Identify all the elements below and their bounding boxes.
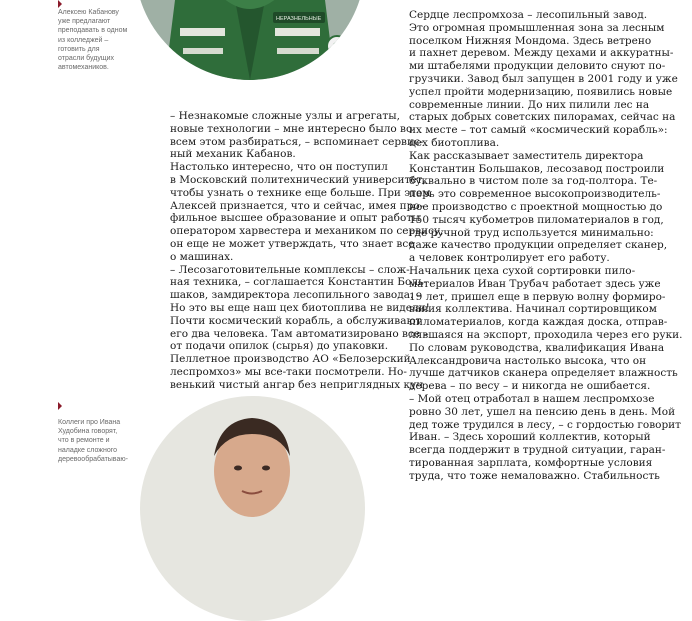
caption-line: отрасли будущих bbox=[58, 55, 115, 63]
paragraph bbox=[158, 110, 424, 161]
caption-line: что в ремонте и bbox=[58, 437, 110, 445]
text-line: Константин Большаков, лесозавод построили bbox=[409, 162, 665, 175]
caption-marker-icon bbox=[58, 402, 62, 410]
text-line: всем этом разбираться, – вспоминает сервис- bbox=[170, 135, 424, 148]
text-line: цех биотоплива. bbox=[409, 136, 500, 149]
text-line: Иван. – Здесь хороший коллектив, который bbox=[409, 431, 651, 444]
text-line: перь это современное высокопроизводитель- bbox=[409, 188, 661, 201]
article-column-right bbox=[397, 9, 683, 482]
portrait-image bbox=[140, 396, 365, 621]
caption-line: Алексею Кабанову bbox=[58, 9, 119, 16]
paragraph bbox=[397, 9, 678, 150]
text-line: материалов Иван Трубач работает здесь уже bbox=[409, 277, 661, 290]
text-line: лявшаяся на экспорт, проходила через его руки. bbox=[409, 328, 683, 341]
text-line: вания коллектива. Начинал сортировщиком bbox=[409, 303, 657, 316]
text-line: леспромхоз» мы все-таки посмотрели. Но- bbox=[170, 365, 407, 378]
worker-photo-kabanov bbox=[135, 0, 365, 80]
text-line: где ручной труд используется минимально: bbox=[409, 226, 654, 239]
text-line: ный механик Кабанов. bbox=[170, 148, 296, 161]
text-line: всегда поддержит в трудной ситуации, гаран- bbox=[409, 444, 666, 457]
text-line: а человек контролирует его работу. bbox=[409, 252, 610, 265]
caption-line: уже предлагают bbox=[58, 18, 111, 26]
text-line: шаков, замдиректора лесопильного завода. – bbox=[170, 289, 422, 302]
paragraph bbox=[397, 149, 668, 265]
text-line: ная техника, – соглашается Константин Боль- bbox=[170, 276, 428, 289]
text-line: труда, что тоже немаловажно. Стабильность bbox=[409, 469, 660, 482]
text-line: – Лесозаготовительные комплексы – слож- bbox=[170, 263, 410, 276]
text-line: Это огромная промышленная зона за лесным bbox=[409, 21, 665, 34]
caption-marker-icon bbox=[58, 0, 62, 8]
text-line: старых добрых советских пилорамах, сейчас на bbox=[409, 111, 676, 124]
text-line: ное производство с проектной мощностью до bbox=[409, 200, 663, 213]
text-line: ми штабелями продукции деловито снуют по- bbox=[409, 60, 666, 73]
text-line: новые технологии – мне интересно было во bbox=[170, 122, 413, 135]
text-line: Настолько интересно, что он поступил bbox=[170, 161, 388, 174]
text-line: оператором харвестера и механиком по сервису, bbox=[170, 225, 444, 238]
text-line: их месте – тот самый «космический корабль»: bbox=[409, 124, 668, 137]
text-line: чтобы узнать о технике еще больше. При этом bbox=[170, 186, 431, 199]
caption-line: автомехаников. bbox=[58, 64, 109, 72]
text-line: о машинах. bbox=[170, 250, 234, 263]
text-line: современные линии. До них пилили лес на bbox=[409, 98, 650, 111]
text-line: фильное высшее образование и опыт работы bbox=[170, 212, 421, 225]
badge-text: НЕРАЗНЕЛЬНЫЕ bbox=[276, 16, 322, 22]
article-column-middle bbox=[158, 110, 444, 392]
text-line: дерева – по весу – и никогда не ошибается. bbox=[409, 380, 651, 393]
text-line: лучше датчиков сканера определяет влажность bbox=[409, 367, 678, 380]
worker-uniform-image bbox=[135, 0, 365, 80]
text-line: Сердце леспромхоза – лесопильный завод. bbox=[409, 9, 648, 21]
caption-line: Коллеги про Ивана bbox=[58, 419, 121, 426]
text-line: успел пройти модернизацию, появились новые bbox=[409, 85, 673, 98]
text-line: ровно 30 лет, ушел на пенсию день в день. Мой bbox=[409, 405, 676, 418]
text-line: тированная зарплата, комфортные условия bbox=[409, 456, 653, 469]
text-line: даже качество продукции определяет сканер, bbox=[409, 239, 668, 252]
text-line: в Московский политехнический университет, bbox=[170, 173, 426, 186]
text-line: Как рассказывает заместитель директора bbox=[409, 149, 644, 162]
caption-line: деревообрабатываю- bbox=[58, 455, 128, 463]
text-line: грузчики. Завод был запущен в 2001 году и уже bbox=[409, 72, 678, 85]
text-line: венький чистый ангар без неприглядных куч bbox=[170, 378, 424, 391]
caption-line: Худобина говорят, bbox=[58, 428, 118, 436]
caption-line: наладке сложного bbox=[58, 446, 118, 454]
text-line: 150 тысяч кубометров пиломатериалов в год, bbox=[409, 213, 664, 226]
photo-caption-kabanov bbox=[58, 8, 138, 72]
text-line: пиломатериалов, когда каждая доска, отправ- bbox=[409, 316, 668, 329]
text-line: – Незнакомые сложные узлы и агрегаты, bbox=[170, 110, 400, 122]
paragraph bbox=[397, 392, 681, 483]
paragraph bbox=[158, 161, 444, 263]
text-line: Александровича настолько высока, что он bbox=[409, 354, 647, 367]
worker-photo-khudobin bbox=[140, 396, 365, 621]
paragraph bbox=[397, 264, 683, 393]
text-line: и пахнет деревом. Между цехами и аккуратны- bbox=[409, 47, 674, 60]
text-line: от подачи опилок (сырья) до упаковки. bbox=[170, 340, 389, 353]
text-line: По словам руководства, квалификация Ивана bbox=[409, 341, 665, 354]
caption-line: готовить для bbox=[58, 45, 100, 53]
caption-line: из колледжей – bbox=[58, 36, 109, 44]
text-line: он еще не может утверждать, что знает все bbox=[170, 237, 415, 250]
text-line: буквально в чистом поле за год-полтора. Те- bbox=[409, 175, 658, 188]
text-line: – Мой отец отработал в нашем леспромхозе bbox=[409, 392, 655, 405]
text-line: Начальник цеха сухой сортировки пило- bbox=[409, 264, 636, 277]
paragraph bbox=[158, 353, 424, 391]
text-line: 19 лет, пришел еще в первую волну формиро- bbox=[409, 290, 666, 303]
text-line: его два человека. Там автоматизировано все – bbox=[170, 327, 429, 340]
text-line: Пеллетное производство АО «Белозерский bbox=[170, 353, 411, 366]
text-line: Алексей признается, что и сейчас, имея про- bbox=[170, 199, 424, 212]
text-line: Но это вы еще наш цех биотоплива не видели! bbox=[170, 301, 430, 314]
paragraph bbox=[158, 263, 430, 354]
text-line: дед тоже трудился в лесу, – с гордостью говорит bbox=[409, 418, 681, 431]
photo-caption-khudobin bbox=[58, 418, 138, 464]
text-line: поселком Нижняя Мондома. Здесь ветрено bbox=[409, 34, 652, 47]
caption-line: преподавать в одном bbox=[58, 27, 128, 35]
text-line: Почти космический корабль, а обслуживают bbox=[170, 314, 422, 327]
